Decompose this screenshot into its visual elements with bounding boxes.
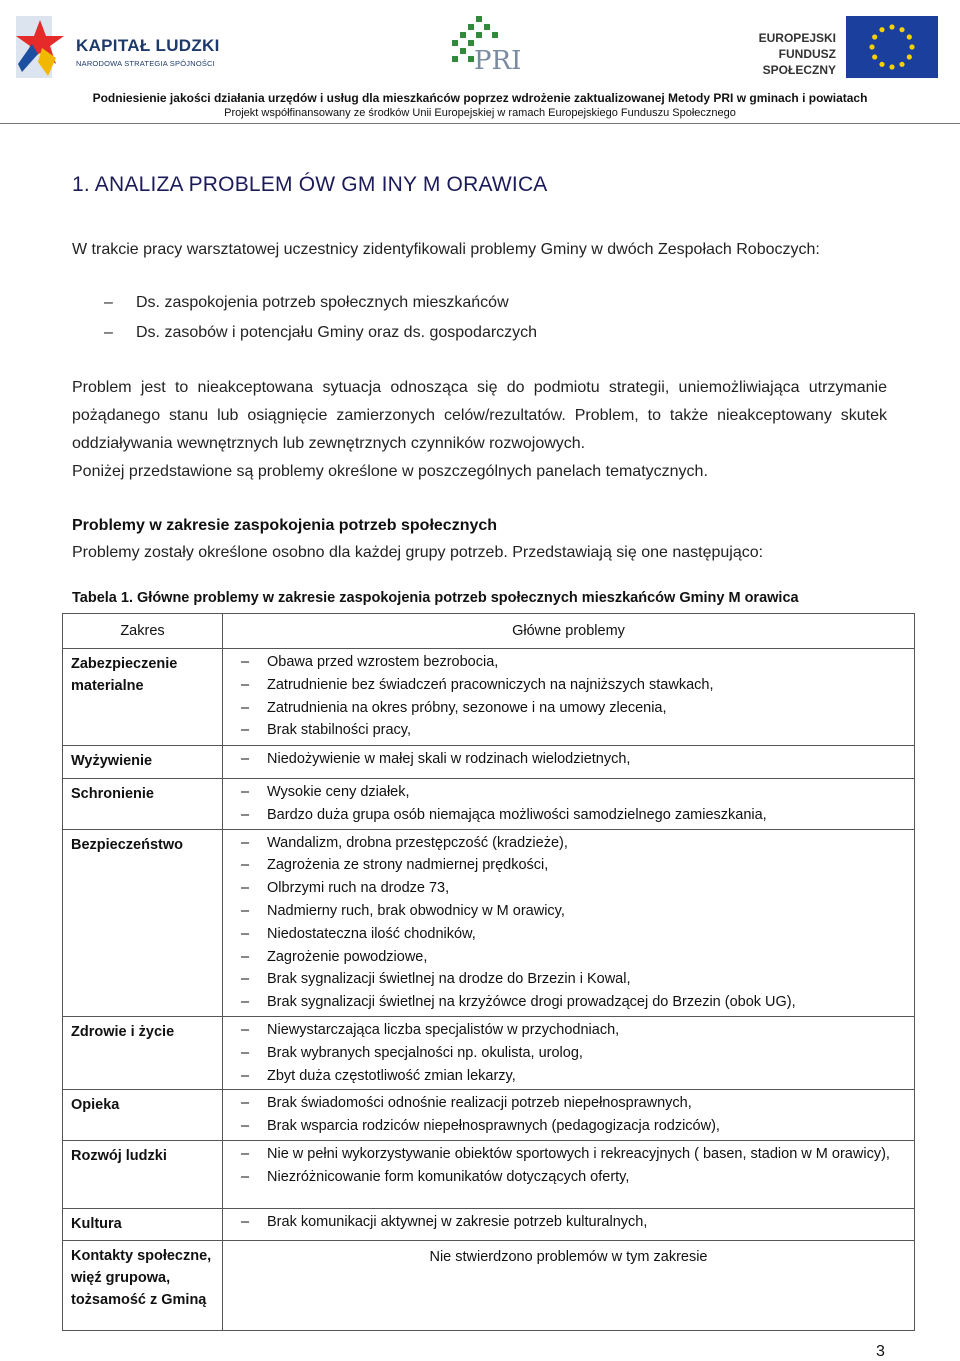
table-row xyxy=(63,649,915,746)
table-caption: Tabela 1. Główne problemy w zakresie zaspokojenia potrzeb społecznych mieszkańców Gminy M orawica xyxy=(72,590,799,606)
team-item xyxy=(104,324,537,342)
header-divider xyxy=(0,123,960,124)
dash-icon: – xyxy=(104,324,113,341)
no-problems-note: Nie stwierdzono problemów w tym zakresie xyxy=(429,1248,708,1265)
section-title: 1. ANALIZA PROBLEM ÓW GM INY M ORAWICA xyxy=(72,173,548,196)
definition-text-2: Poniżej przedstawione są problemy określone w poszczególnych panelach tematycznych. xyxy=(72,463,708,480)
star-logo-icon xyxy=(12,14,68,80)
team-label: Ds. zasobów i potencjału Gminy oraz ds. gospodarczych xyxy=(136,324,538,341)
eu-star-icon xyxy=(872,54,877,59)
problems-list xyxy=(231,781,906,827)
list-item: – Zagrożenia ze strony nadmiernej prędkości, xyxy=(231,854,906,877)
table-row xyxy=(63,1240,915,1330)
problems-cell xyxy=(223,1140,915,1208)
col-header-zakres: Zakres xyxy=(63,614,223,649)
list-item: – Nie w pełni wykorzystywanie obiektów sportowych i rekreacyjnych ( basen, stadion w M orawicy), xyxy=(231,1143,906,1166)
eu-star-icon xyxy=(899,62,904,67)
table-row xyxy=(63,829,915,1016)
zakres-cell: Rozwój ludzki xyxy=(63,1140,223,1208)
problems-cell xyxy=(223,649,915,746)
list-item: – Niedożywienie w małej skali w rodzinach wielodzietnych, xyxy=(231,748,906,771)
problems-cell xyxy=(223,1016,915,1089)
eu-star-icon xyxy=(909,44,914,49)
list-item: – Brak wsparcia rodziców niepełnosprawnych (pedagogizacja rodziców), xyxy=(231,1115,906,1138)
eu-star-icon xyxy=(889,64,894,69)
problems-list xyxy=(231,651,906,742)
list-item: – Wysokie ceny działek, xyxy=(231,781,906,804)
problems-table xyxy=(62,613,915,1331)
list-item: – Niezróżnicowanie form komunikatów dotyczących oferty, xyxy=(231,1166,906,1189)
list-item: – Brak komunikacji aktywnej w zakresie potrzeb kulturalnych, xyxy=(231,1211,906,1234)
pri-text: PRI xyxy=(474,46,522,76)
list-item: – Niedostateczna ilość chodników, xyxy=(231,923,906,946)
problems-cell xyxy=(223,779,915,830)
eu-star-icon xyxy=(899,27,904,32)
list-item: – Obawa przed wzrostem bezrobocia, xyxy=(231,651,906,674)
kl-title: KAPITAŁ LUDZKI xyxy=(76,36,220,55)
eu-star-icon xyxy=(889,24,894,29)
list-item: – Zatrudnienie bez świadczeń pracowniczych na najniższych stawkach, xyxy=(231,674,906,697)
zakres-cell: Zabezpieczenie materialne xyxy=(63,649,223,746)
subsection-text: Problemy zostały określone osobno dla każdej grupy potrzeb. Przedstawiają się one następująco: xyxy=(72,544,764,561)
problems-cell xyxy=(223,829,915,1016)
table-row xyxy=(63,1016,915,1089)
pri-logo xyxy=(446,14,522,76)
intro-paragraph: W trakcie pracy warsztatowej uczestnicy zidentyfikowali problemy Gminy w dwóch Zespołach Roboczych: xyxy=(72,241,820,258)
eu-star-icon xyxy=(879,27,884,32)
kapital-ludzki-logo xyxy=(12,14,222,80)
list-item: – Zatrudnienia na okres próbny, sezonowe i na umowy zlecenia, xyxy=(231,697,906,720)
list-item: – Brak świadomości odnośnie realizacji potrzeb niepełnosprawnych, xyxy=(231,1092,906,1115)
list-item: – Olbrzymi ruch na drodze 73, xyxy=(231,877,906,900)
problems-cell xyxy=(223,746,915,779)
list-item: – Niewystarczająca liczba specjalistów w przychodniach, xyxy=(231,1019,906,1042)
list-item: – Brak stabilności pracy, xyxy=(231,719,906,742)
page-header xyxy=(0,0,960,124)
definition-paragraph xyxy=(72,374,887,486)
page-number: 3 xyxy=(876,1343,885,1360)
eu-star-icon xyxy=(907,34,912,39)
eu-star-icon xyxy=(869,44,874,49)
zakres-cell: Kultura xyxy=(63,1208,223,1240)
definition-text: Problem jest to nieakceptowana sytuacja odnosząca się do podmiotu strategii, uniemożliwiająca utrzymanie pożądanego stanu lub osiągnięcie zamierzonych celów/rezultatów. Problem, to także nieakceptowany skutek oddziaływania wewnętrznych lub zewnętrznych czynników rozwojowych. xyxy=(72,379,887,452)
header-project-title: Podniesienie jakości działania urzędów i usług dla mieszkańców poprzez wdrożenie zaktualizowanej Metody PRI w gminach i powiatach xyxy=(92,91,868,105)
problems-list xyxy=(231,1143,906,1189)
problems-cell xyxy=(223,1240,915,1330)
table-row xyxy=(63,1090,915,1141)
col-header-problems: Główne problemy xyxy=(223,614,915,649)
problems-list xyxy=(231,1019,906,1087)
table-header-row xyxy=(63,614,915,649)
list-item: – Zbyt duża częstotliwość zmian lekarzy, xyxy=(231,1065,906,1088)
table-row xyxy=(63,746,915,779)
table-row xyxy=(63,1140,915,1208)
efs-logo xyxy=(706,16,938,78)
efs-line2: FUNDUSZ SPOŁECZNY xyxy=(762,47,836,77)
problems-list xyxy=(231,1092,906,1138)
problems-list xyxy=(231,1211,906,1234)
problems-cell xyxy=(223,1208,915,1240)
list-item: – Brak sygnalizacji świetlnej na drodze do Brzezin i Kowal, xyxy=(231,968,906,991)
team-label: Ds. zaspokojenia potrzeb społecznych mieszkańców xyxy=(136,294,509,311)
table-row xyxy=(63,1208,915,1240)
eu-star-icon xyxy=(907,54,912,59)
zakres-cell: Wyżywienie xyxy=(63,746,223,779)
header-cofinance-note: Projekt współfinansowany ze środków Unii Europejskiej w ramach Europejskiego Funduszu Społecznego xyxy=(224,107,736,119)
list-item: – Bardzo duża grupa osób niemająca możliwości samodzielnego zamieszkania, xyxy=(231,804,906,827)
problems-list xyxy=(231,832,906,1014)
efs-text xyxy=(706,30,836,78)
list-item: – Brak sygnalizacji świetlnej na krzyżówce drogi prowadzącej do Brzezin (obok UG), xyxy=(231,991,906,1014)
zakres-cell: Zdrowie i życie xyxy=(63,1016,223,1089)
problems-cell xyxy=(223,1090,915,1141)
list-item: – Zagrożenie powodziowe, xyxy=(231,946,906,969)
problems-list xyxy=(231,748,906,771)
list-item: – Wandalizm, drobna przestępczość (kradzieże), xyxy=(231,832,906,855)
table-row xyxy=(63,779,915,830)
kl-subtitle: NARODOWA STRATEGIA SPÓJNOŚCI xyxy=(76,59,215,68)
zakres-cell: Kontakty społeczne, więź grupowa, tożsamość z Gminą xyxy=(63,1240,223,1330)
dash-icon: – xyxy=(104,294,113,311)
eu-star-icon xyxy=(872,34,877,39)
list-item: – Nadmierny ruch, brak obwodnicy w M orawicy, xyxy=(231,900,906,923)
subsection-heading: Problemy w zakresie zaspokojenia potrzeb społecznych xyxy=(72,517,498,534)
eu-flag-icon xyxy=(846,16,938,78)
efs-line1: EUROPEJSKI xyxy=(758,31,836,45)
zakres-cell: Opieka xyxy=(63,1090,223,1141)
eu-star-icon xyxy=(879,62,884,67)
list-item: – Brak wybranych specjalności np. okulista, urolog, xyxy=(231,1042,906,1065)
zakres-cell: Bezpieczeństwo xyxy=(63,829,223,1016)
team-item xyxy=(104,294,509,312)
zakres-cell: Schronienie xyxy=(63,779,223,830)
